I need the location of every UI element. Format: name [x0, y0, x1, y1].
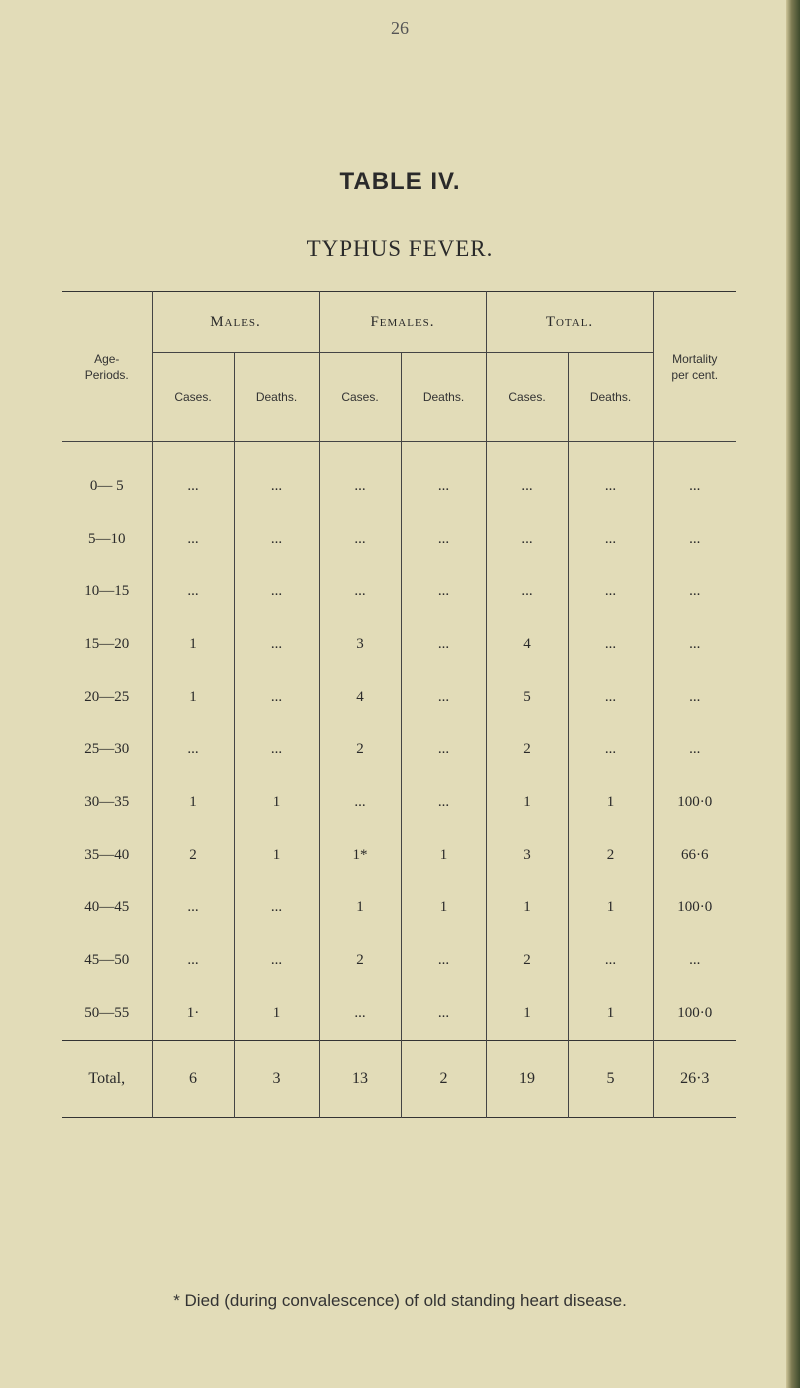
total-mortality-cell: 26·3	[653, 1040, 736, 1117]
m-cases-cell: 1	[152, 776, 234, 829]
table-row	[62, 829, 736, 882]
t-cases-cell: 1	[486, 987, 568, 1040]
m-deaths-cell: ...	[234, 723, 319, 776]
table-row	[62, 776, 736, 829]
m-deaths-cell: ...	[234, 671, 319, 724]
f-deaths-cell: ...	[401, 565, 486, 618]
mortality-cell: ...	[689, 530, 701, 547]
mortality-cell: 66·6	[681, 846, 709, 863]
age-period-cell: 25—30	[62, 723, 152, 776]
m-cases-cell: ...	[152, 442, 234, 513]
total-f-deaths-cell: 2	[401, 1040, 486, 1117]
table-row	[62, 723, 736, 776]
total-f-cases-cell: 13	[319, 1040, 401, 1117]
table-row	[62, 671, 736, 724]
m-deaths-cell: 1	[234, 987, 319, 1040]
males-cases-header: Cases.	[152, 353, 234, 442]
females-deaths-header: Deaths.	[401, 353, 486, 442]
table-row	[62, 565, 736, 618]
f-cases-cell: 2	[319, 934, 401, 987]
mortality-cell: ...	[689, 477, 701, 494]
table-row	[62, 513, 736, 566]
t-cases-cell: 2	[486, 723, 568, 776]
f-cases-cell: ...	[319, 776, 401, 829]
total-m-cases-cell: 6	[152, 1040, 234, 1117]
t-deaths-cell: 2	[568, 829, 653, 882]
t-deaths-cell: ...	[568, 513, 653, 566]
m-deaths-cell: 1	[234, 776, 319, 829]
table-row	[62, 882, 736, 935]
f-deaths-cell: ...	[401, 776, 486, 829]
f-deaths-cell: ...	[401, 987, 486, 1040]
mortality-cell: ...	[689, 952, 701, 969]
m-cases-cell: ...	[152, 882, 234, 935]
males-header: Males.	[152, 292, 319, 353]
page-edge	[786, 0, 800, 1388]
f-cases-cell: ...	[319, 987, 401, 1040]
age-period-cell: 45—50	[62, 934, 152, 987]
total-label: Total,	[62, 1040, 152, 1117]
m-deaths-cell: ...	[234, 442, 319, 513]
m-deaths-cell: ...	[234, 618, 319, 671]
m-deaths-cell: 1	[234, 829, 319, 882]
t-deaths-cell: ...	[568, 671, 653, 724]
f-deaths-cell: ...	[401, 671, 486, 724]
f-deaths-cell: ...	[401, 618, 486, 671]
m-deaths-cell: ...	[234, 934, 319, 987]
t-cases-cell: 1	[486, 882, 568, 935]
f-deaths-cell: ...	[401, 723, 486, 776]
f-cases-cell: 3	[319, 618, 401, 671]
table-body	[62, 442, 736, 1118]
f-cases-cell: 1*	[319, 829, 401, 882]
t-deaths-cell: ...	[568, 618, 653, 671]
m-cases-cell: 1	[152, 671, 234, 724]
mortality-cell: ...	[689, 741, 701, 758]
f-cases-cell: ...	[319, 513, 401, 566]
t-cases-cell: ...	[486, 565, 568, 618]
mortality-header: Mortality per cent.	[653, 292, 736, 442]
t-deaths-cell: 1	[568, 987, 653, 1040]
m-cases-cell: 2	[152, 829, 234, 882]
table-row	[62, 442, 736, 513]
table-label: TABLE IV.	[339, 168, 461, 195]
age-periods-header: Age- Periods.	[62, 292, 152, 442]
age-period-cell: 30—35	[62, 776, 152, 829]
m-cases-cell: 1	[152, 618, 234, 671]
m-deaths-cell: ...	[234, 882, 319, 935]
f-cases-cell: ...	[319, 442, 401, 513]
f-cases-cell: ...	[319, 565, 401, 618]
t-cases-cell: 3	[486, 829, 568, 882]
m-deaths-cell: ...	[234, 565, 319, 618]
total-row	[62, 1040, 736, 1117]
mortality-cell: ...	[689, 583, 701, 600]
total-t-deaths-cell: 5	[568, 1040, 653, 1117]
age-period-cell: 15—20	[62, 618, 152, 671]
m-cases-cell: ...	[152, 934, 234, 987]
page-title: TYPHUS FEVER.	[306, 236, 494, 261]
f-deaths-cell: ...	[401, 934, 486, 987]
mortality-cell: 100·0	[677, 899, 713, 916]
t-cases-cell: 5	[486, 671, 568, 724]
age-period-cell: 5—10	[62, 513, 152, 566]
t-cases-cell: ...	[486, 513, 568, 566]
age-period-cell: 0— 5	[62, 442, 152, 513]
males-deaths-header: Deaths.	[234, 353, 319, 442]
t-cases-cell: 4	[486, 618, 568, 671]
m-deaths-cell: ...	[234, 513, 319, 566]
typhus-table	[62, 291, 736, 1118]
t-cases-cell: 1	[486, 776, 568, 829]
table-row	[62, 987, 736, 1040]
m-cases-cell: ...	[152, 565, 234, 618]
total-m-deaths-cell: 3	[234, 1040, 319, 1117]
table-row	[62, 934, 736, 987]
t-deaths-cell: ...	[568, 442, 653, 513]
age-period-cell: 40—45	[62, 882, 152, 935]
mortality-cell: ...	[689, 635, 701, 652]
f-cases-cell: 2	[319, 723, 401, 776]
total-t-cases-cell: 19	[486, 1040, 568, 1117]
t-deaths-cell: ...	[568, 723, 653, 776]
t-cases-cell: 2	[486, 934, 568, 987]
mortality-cell: 100·0	[677, 1004, 713, 1021]
t-deaths-cell: ...	[568, 934, 653, 987]
f-cases-cell: 1	[319, 882, 401, 935]
females-cases-header: Cases.	[319, 353, 401, 442]
table-row	[62, 618, 736, 671]
t-deaths-cell: ...	[568, 565, 653, 618]
age-period-cell: 20—25	[62, 671, 152, 724]
f-deaths-cell: 1	[401, 829, 486, 882]
f-deaths-cell: 1	[401, 882, 486, 935]
m-cases-cell: ...	[152, 513, 234, 566]
t-deaths-cell: 1	[568, 776, 653, 829]
mortality-cell: ...	[689, 688, 701, 705]
total-deaths-header: Deaths.	[568, 353, 653, 442]
t-cases-cell: ...	[486, 442, 568, 513]
f-deaths-cell: ...	[401, 442, 486, 513]
total-header: Total.	[486, 292, 653, 353]
mortality-cell: 100·0	[677, 793, 713, 810]
age-period-cell: 50—55	[62, 987, 152, 1040]
total-cases-header: Cases.	[486, 353, 568, 442]
footnote: * Died (during convalescence) of old standing heart disease.	[173, 1291, 627, 1310]
f-deaths-cell: ...	[401, 513, 486, 566]
age-period-cell: 35—40	[62, 829, 152, 882]
f-cases-cell: 4	[319, 671, 401, 724]
page-number: 26	[391, 18, 409, 38]
m-cases-cell: 1·	[152, 987, 234, 1040]
females-header: Females.	[319, 292, 486, 353]
age-period-cell: 10—15	[62, 565, 152, 618]
t-deaths-cell: 1	[568, 882, 653, 935]
m-cases-cell: ...	[152, 723, 234, 776]
